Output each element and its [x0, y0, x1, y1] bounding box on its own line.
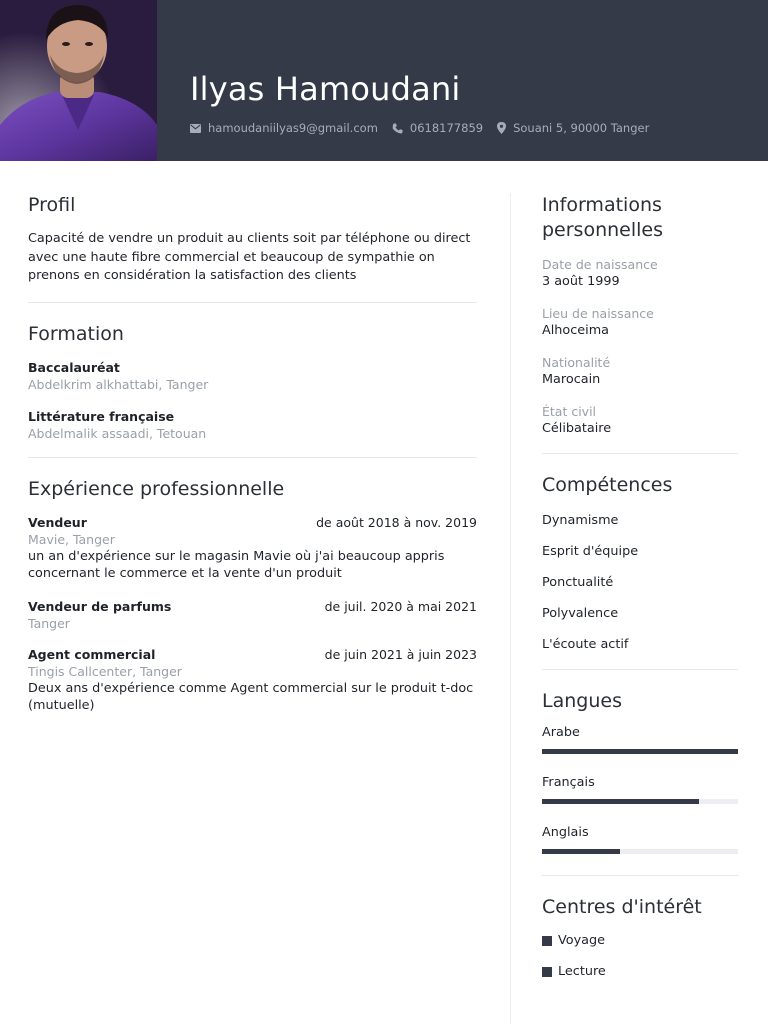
language-name: Anglais — [542, 825, 589, 840]
contact-bar — [190, 119, 649, 137]
info-value: Marocain — [542, 372, 601, 387]
skills-title: Compétences — [542, 474, 673, 496]
skill-item: Ponctualité — [542, 575, 614, 590]
profile-text: Capacité de vendre un produit au clients soit par téléphone ou direct avec une haute fibre commercial et beaucoup de sympathie on prenons en considération la satisfaction des clients — [28, 231, 471, 283]
interests-title: Centres d'intérêt — [542, 896, 702, 918]
info-item — [542, 256, 738, 290]
profile-section — [28, 193, 477, 286]
info-label: Date de naissance — [542, 257, 658, 272]
education-entry — [28, 408, 477, 442]
interest-label: Lecture — [558, 964, 606, 979]
info-value: Célibataire — [542, 421, 612, 436]
info-label: Lieu de naissance — [542, 306, 654, 321]
sidebar-column — [542, 193, 738, 980]
candidate-name: Ilyas Hamoudani — [190, 70, 461, 108]
section-divider — [542, 875, 738, 876]
language-item — [542, 724, 738, 754]
section-divider — [542, 669, 738, 670]
skill-item: L'écoute actif — [542, 637, 629, 652]
language-item — [542, 774, 738, 804]
language-level-bar — [542, 749, 738, 754]
language-level-fill — [542, 749, 738, 754]
language-name: Arabe — [542, 725, 580, 740]
square-bullet-icon — [542, 936, 552, 946]
info-value: Alhoceima — [542, 323, 610, 338]
skills-section — [542, 473, 738, 653]
phone-text: 0618177859 — [409, 121, 484, 135]
language-level-bar — [542, 799, 738, 804]
language-level-bar — [542, 849, 738, 854]
education-school: Abdelmalik assaadi, Tetouan — [28, 425, 207, 441]
info-item — [542, 403, 738, 437]
job-title: Agent commercial — [28, 646, 156, 662]
job-dates: de juil. 2020 à mai 2021 — [324, 598, 477, 614]
languages-section — [542, 689, 738, 854]
personal-info-title: Informations personnelles — [542, 194, 664, 241]
job-dates: de juin 2021 à juin 2023 — [324, 646, 477, 662]
address-text: Souani 5, 90000 Tanger — [513, 121, 650, 135]
job-employer: Tanger — [28, 615, 70, 631]
job-description: un an d'expérience sur le magasin Mavie où j'ai beaucoup appris concernant le commerce et la vente d'un produit — [28, 548, 445, 581]
experience-entry — [28, 598, 477, 632]
resume-header — [0, 0, 768, 161]
info-item — [542, 354, 738, 388]
main-column — [28, 193, 477, 715]
education-section — [28, 322, 477, 442]
column-divider — [510, 193, 511, 1024]
map-pin-icon — [497, 122, 506, 134]
email-text: hamoudaniilyas9@gmail.com — [208, 121, 378, 135]
experience-entry — [28, 646, 477, 715]
interest-label: Voyage — [558, 933, 606, 948]
contact-phone[interactable] — [392, 121, 483, 135]
language-level-fill — [542, 849, 620, 854]
education-entry — [28, 359, 477, 393]
info-label: Nationalité — [542, 355, 611, 370]
job-employer: Tingis Callcenter, Tanger — [28, 663, 182, 679]
experience-section — [28, 477, 477, 715]
info-item — [542, 305, 738, 339]
job-dates: de août 2018 à nov. 2019 — [316, 514, 477, 530]
interest-item — [542, 963, 738, 980]
job-title: Vendeur — [28, 514, 87, 530]
job-employer: Mavie, Tanger — [28, 531, 115, 547]
skill-item: Polyvalence — [542, 606, 619, 621]
education-degree: Baccalauréat — [28, 359, 120, 375]
phone-icon — [392, 123, 403, 134]
profile-title: Profil — [28, 194, 76, 216]
square-bullet-icon — [542, 967, 552, 977]
personal-info-section — [542, 193, 738, 437]
profile-photo — [0, 0, 157, 161]
education-degree: Littérature française — [28, 408, 175, 424]
language-name: Français — [542, 775, 595, 790]
experience-title: Expérience professionnelle — [28, 477, 285, 500]
job-title: Vendeur de parfums — [28, 598, 172, 614]
section-divider — [28, 302, 477, 303]
education-title: Formation — [28, 322, 124, 345]
skill-item: Dynamisme — [542, 513, 619, 528]
language-item — [542, 824, 738, 854]
section-divider — [542, 453, 738, 454]
languages-title: Langues — [542, 690, 622, 712]
experience-entry — [28, 514, 477, 583]
section-divider — [28, 457, 477, 458]
skill-item: Esprit d'équipe — [542, 544, 639, 559]
contact-address[interactable] — [497, 121, 649, 135]
contact-email[interactable] — [190, 121, 378, 135]
info-value: 3 août 1999 — [542, 274, 620, 289]
interest-item — [542, 932, 738, 949]
info-label: État civil — [542, 404, 597, 419]
interests-section — [542, 895, 738, 980]
job-description: Deux ans d'expérience comme Agent commercial sur le produit t-doc (mutuelle) — [28, 680, 474, 713]
language-level-fill — [542, 799, 699, 804]
education-school: Abdelkrim alkhattabi, Tanger — [28, 376, 209, 392]
envelope-icon — [190, 124, 201, 133]
